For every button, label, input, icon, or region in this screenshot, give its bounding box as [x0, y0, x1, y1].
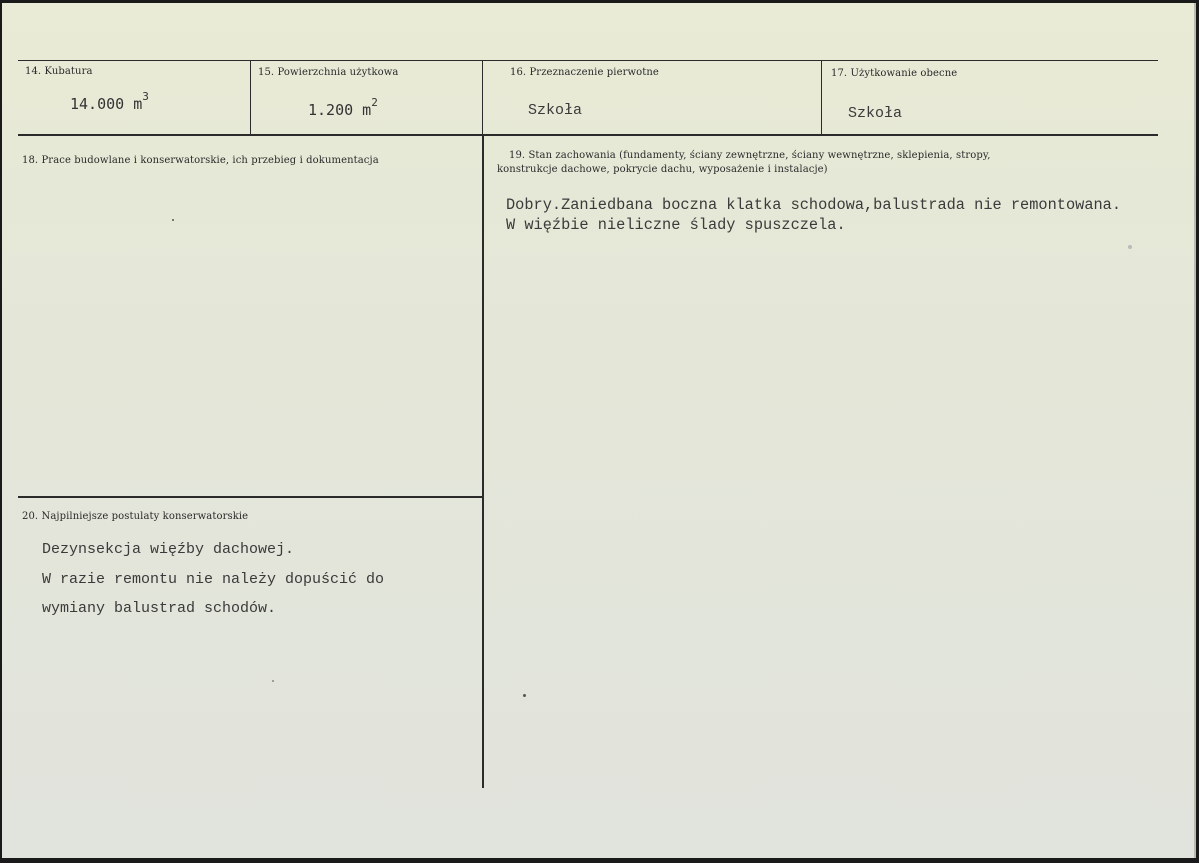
field-19-text-line1: Dobry.Zaniedbana boczna klatka schodowa,balustrada nie remontowana. [506, 196, 1122, 214]
field-15-value [308, 96, 378, 119]
field-20-label: 20. Najpilniejsze postulaty konserwatorskie [22, 511, 249, 522]
field-19-label-line1: 19. Stan zachowania (fundamenty, ściany zewnętrzne, ściany wewnętrzne, sklepienia, stropy, [509, 150, 991, 161]
field-20-text-line3: wymiany balustrad schodów. [42, 600, 277, 617]
divider-15-16 [482, 61, 483, 135]
field-16-label: 16. Przeznaczenie pierwotne [510, 67, 659, 78]
section-20-rule [18, 496, 484, 498]
field-15-unit-superscript: 2 [371, 96, 378, 109]
paper-speck [172, 219, 174, 221]
field-14-number: 14.000 m [70, 95, 143, 113]
header-bottom-rule [18, 134, 1158, 136]
divider-left-right [482, 136, 484, 788]
inventory-card [2, 3, 1196, 858]
field-16-value: Szkoła [528, 102, 583, 119]
divider-16-17 [821, 61, 822, 135]
field-14-label: 14. Kubatura [25, 66, 93, 77]
field-14-value [70, 90, 149, 113]
field-19-label-line2: konstrukcje dachowe, pokrycie dachu, wyposażenie i instalacje) [497, 164, 828, 175]
divider-14-15 [250, 61, 251, 135]
field-18-label: 18. Prace budowlane i konserwatorskie, ich przebieg i dokumentacja [22, 155, 379, 166]
top-rule [18, 60, 1158, 61]
field-17-value: Szkoła [848, 105, 903, 122]
field-19-text-line2: W więźbie nieliczne ślady spuszczela. [506, 216, 846, 234]
paper-speck [272, 680, 274, 682]
field-14-unit-superscript: 3 [142, 90, 149, 103]
field-17-label: 17. Użytkowanie obecne [831, 68, 958, 79]
paper-speck [1128, 245, 1132, 249]
paper-speck [523, 694, 526, 697]
field-20-text-line2: W razie remontu nie należy dopuścić do [42, 571, 385, 588]
field-15-label: 15. Powierzchnia użytkowa [258, 67, 399, 78]
field-15-number: 1.200 m [308, 101, 372, 119]
field-20-text-line1: Dezynsekcja więźby dachowej. [42, 541, 295, 558]
